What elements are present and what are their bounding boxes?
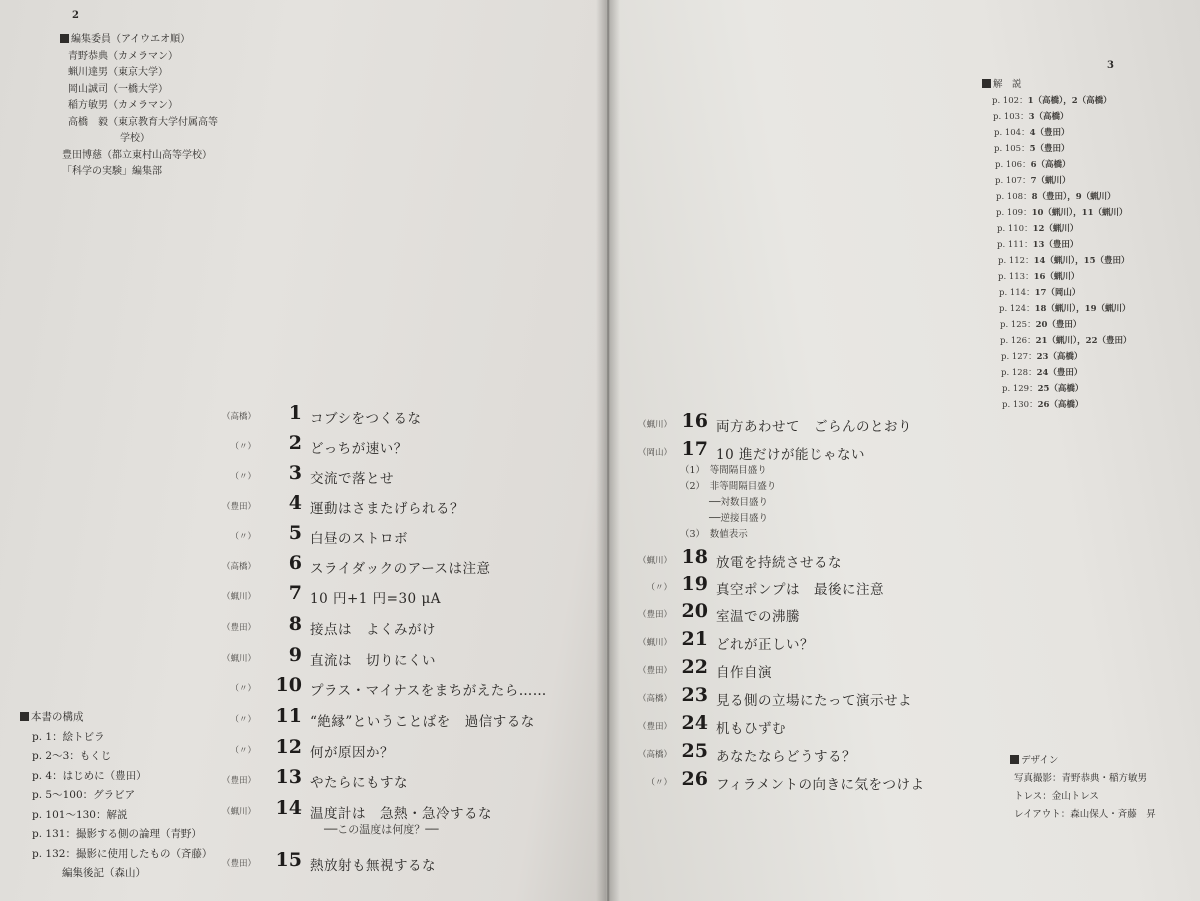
entry-number: 10 (275, 674, 302, 696)
entry-title: あなたならどうする？ (716, 749, 856, 765)
commentary-heading-text: 解 説 (982, 79, 1022, 90)
entry-author: （豊田） (637, 722, 672, 732)
entry-number: 7 (288, 582, 302, 604)
commentary-ref: 1（高橋），2（高橋） (1027, 96, 1112, 106)
commentary-page: p. 102： (992, 96, 1028, 106)
entry-author: （豊田） (637, 610, 672, 620)
entry-title: 室温での沸騰 (716, 609, 800, 625)
left-page-number: 2 (72, 10, 79, 21)
commentary-ref: 7（蝋川） (1030, 176, 1071, 186)
commentary-ref: 18（蝋川），19（蝋川） (1034, 304, 1131, 314)
commentary-item (996, 206, 1128, 218)
commentary-page: p. 127： (1001, 352, 1037, 362)
commentary-page: p. 114： (999, 288, 1035, 298)
entry-author: （高橋） (637, 694, 672, 704)
entry-number: 24 (681, 712, 708, 734)
commentary-page: p. 126： (1000, 336, 1036, 346)
commentary-page: p. 111： (997, 240, 1033, 250)
commentary-heading (982, 76, 1022, 90)
entry-number: 13 (275, 766, 302, 788)
entry-title: 放電を持続させるな (716, 555, 842, 571)
entry-author: （蝋川） (221, 654, 256, 664)
entry-number: 3 (288, 462, 302, 484)
entry17-subitem: ──対数目盛り (709, 497, 768, 508)
commentary-item (1000, 318, 1081, 330)
entry-title: プラス・マイナスをまちがえたら…… (310, 683, 547, 699)
commentary-page: p. 103： (993, 112, 1029, 122)
structure-heading: 本書の構成 (20, 708, 212, 728)
entry-title: 何が原因か？ (310, 745, 394, 761)
design-item: 写真撮影：青野恭典・稲方敏男 (1014, 773, 1148, 784)
commentary-ref: 3（高橋） (1028, 112, 1069, 122)
entry-author: （蝋川） (221, 592, 256, 602)
entry-number: 18 (681, 546, 708, 568)
commentary-item (993, 110, 1069, 122)
entry-number: 11 (275, 705, 302, 727)
entry-number: 20 (681, 600, 708, 622)
commentary-ref: 16（蝋川） (1033, 272, 1080, 282)
structure-item: p. 5〜100：グラビア (32, 789, 136, 801)
entry17-subitem: （1） 等間隔目盛り (680, 465, 767, 476)
entry-author: （豊田） (637, 666, 672, 676)
entry-title: どっちが速い？ (310, 441, 408, 457)
commentary-ref: 24（豊田） (1036, 368, 1083, 378)
structure-item: p. 131：撮影する側の論理（青野） (32, 828, 202, 840)
commentary-page: p. 107： (995, 176, 1031, 186)
commentary-ref: 12（蝋川） (1032, 224, 1079, 234)
book-gutter (596, 0, 620, 901)
entry-author: （岡山） (637, 448, 672, 458)
commentary-item (1001, 350, 1082, 362)
entry-author: （〃） (230, 532, 256, 542)
entry-number: 16 (681, 410, 708, 432)
entry-title: 交流で落とせ (310, 471, 394, 487)
commentary-page: p. 109： (996, 208, 1032, 218)
editors-heading: 編集委員（アイウエオ順） (60, 32, 218, 49)
right-page-number: 3 (1107, 60, 1114, 71)
structure-block (20, 708, 212, 884)
entry-author: （〃） (646, 778, 672, 788)
commentary-page: p. 124： (999, 304, 1035, 314)
commentary-page: p. 130： (1002, 400, 1038, 410)
commentary-page: p. 106： (995, 160, 1031, 170)
editor-member: 蝋川達男（東京大学） (68, 67, 168, 78)
entry-number: 23 (681, 684, 708, 706)
commentary-ref: 10（蝋川），11（蝋川） (1031, 208, 1128, 218)
entry-number: 19 (681, 573, 708, 595)
entry-number: 1 (288, 402, 302, 424)
commentary-item (995, 174, 1071, 186)
entry-title: 温度計は 急熱・急冷するな (310, 806, 492, 822)
commentary-ref: 17（岡山） (1034, 288, 1081, 298)
editor-member: 豊田博慈（都立東村山高等学校） (62, 149, 212, 161)
entry17-subitem: （3） 数値表示 (680, 529, 748, 540)
entry-author: （蝋川） (637, 420, 672, 430)
commentary-ref: 5（豊田） (1029, 144, 1070, 154)
entry-title: 運動はさまたげられる？ (310, 501, 464, 517)
entry-number: 9 (288, 644, 302, 666)
structure-item: p. 132：撮影に使用したもの（斉藤） (32, 847, 213, 860)
commentary-item (1002, 398, 1083, 410)
editor-member: 学校） (120, 133, 150, 144)
entry-author: （豊田） (221, 502, 256, 512)
structure-item: p. 1：絵トビラ (32, 730, 105, 743)
commentary-item (999, 302, 1131, 314)
commentary-item (997, 222, 1078, 234)
structure-item: 編集後記（森山） (62, 867, 146, 879)
entry-title: 接点は よくみがけ (310, 622, 436, 638)
entry-title: 10 進だけが能じゃない (716, 447, 865, 463)
commentary-page: p. 104： (994, 128, 1030, 138)
entry-author: （〃） (230, 715, 256, 725)
commentary-ref: 23（高橋） (1036, 352, 1083, 362)
entry-number: 15 (275, 849, 302, 871)
entry-title: どれが正しい？ (716, 637, 814, 653)
commentary-item (997, 238, 1078, 250)
commentary-ref: 20（豊田） (1035, 320, 1082, 330)
commentary-page: p. 110： (997, 224, 1033, 234)
entry-title: 10 円+1 円=30 μA (310, 591, 441, 607)
entry-number: 26 (681, 768, 708, 790)
design-block (1010, 752, 1156, 824)
entry-author: （〃） (230, 684, 256, 694)
entry17-subitem: ──逆接目盛り (709, 513, 768, 524)
entry-number: 2 (288, 432, 302, 454)
entry-title: 白昼のストロボ (310, 531, 408, 547)
entry-subtitle: ──この温度は何度？── (324, 823, 439, 836)
design-item: トレス：金山トレス (1014, 791, 1099, 802)
structure-item: p. 101〜130：解説 (32, 808, 128, 821)
entry-number: 17 (681, 438, 708, 460)
entry-author: （蝋川） (637, 556, 672, 566)
commentary-item (998, 254, 1130, 266)
entry-title: 両方あわせて ごらんのとおり (716, 419, 912, 435)
entry-number: 8 (288, 613, 302, 635)
commentary-page: p. 113： (998, 272, 1034, 282)
commentary-page: p. 125： (1000, 320, 1036, 330)
entry-author: （豊田） (221, 623, 256, 633)
commentary-page: p. 112： (998, 256, 1034, 266)
editors-block (60, 32, 218, 181)
entry17-subitem: （2） 非等間隔目盛り (680, 481, 777, 492)
entry-author: （〃） (230, 472, 256, 482)
commentary-item (1000, 334, 1132, 346)
entry-title: 机もひずむ (716, 721, 786, 737)
commentary-ref: 21（蝋川），22（豊田） (1035, 336, 1132, 346)
editor-member: 「科学の実験」編集部 (62, 166, 162, 177)
structure-item: p. 2〜3：もくじ (32, 750, 112, 762)
commentary-page: p. 129： (1002, 384, 1038, 394)
design-item: レイアウト：森山保人・斉藤 昇 (1014, 809, 1156, 820)
entry-author: （〃） (646, 583, 672, 593)
commentary-item (994, 142, 1070, 154)
entry-title: 自作自演 (716, 665, 772, 681)
commentary-ref: 26（高橋） (1037, 400, 1084, 410)
commentary-ref: 6（高橋） (1030, 160, 1071, 170)
commentary-item (999, 286, 1080, 298)
entry-title: 見る側の立場にたって演示せよ (716, 693, 912, 709)
entry-number: 25 (681, 740, 708, 762)
commentary-ref: 25（高橋） (1037, 384, 1084, 394)
commentary-ref: 8（豊田），9（蝋川） (1031, 192, 1116, 202)
commentary-ref: 4（豊田） (1029, 128, 1070, 138)
commentary-item (994, 126, 1070, 138)
commentary-item (995, 158, 1071, 170)
entry-author: （〃） (230, 442, 256, 452)
entry-number: 4 (288, 492, 302, 514)
commentary-page: p. 128： (1001, 368, 1037, 378)
entry-author: （高橋） (221, 562, 256, 572)
commentary-item (998, 270, 1079, 282)
structure-item: p. 4：はじめに（豊田） (32, 769, 147, 782)
entry-title: 熱放射も無視するな (310, 858, 436, 874)
commentary-item (996, 190, 1116, 202)
entry-author: （〃） (230, 746, 256, 756)
commentary-page: p. 105： (994, 144, 1030, 154)
entry-title: コブシをつくるな (310, 411, 422, 427)
entry-number: 12 (275, 736, 302, 758)
entry-author: （高橋） (221, 412, 256, 422)
commentary-ref: 13（豊田） (1032, 240, 1079, 250)
entry-author: （蝋川） (637, 638, 672, 648)
entry-number: 22 (681, 656, 708, 678)
entry-number: 21 (681, 628, 708, 650)
editor-member: 高橋 毅（東京教育大学付属高等 (68, 116, 218, 128)
entry-title: “絶縁”ということばを 過信するな (310, 714, 535, 730)
commentary-ref: 14（蝋川），15（豊田） (1033, 256, 1130, 266)
entry-number: 5 (288, 522, 302, 544)
entry-title: やたらにもすな (310, 775, 408, 791)
editor-member: 稲方敏男（カメラマン） (68, 100, 178, 111)
commentary-page: p. 108： (996, 192, 1032, 202)
entry-author: （豊田） (221, 776, 256, 786)
commentary-item (1002, 382, 1083, 394)
entry-number: 6 (288, 552, 302, 574)
commentary-item (992, 94, 1112, 106)
commentary-item (1001, 366, 1082, 378)
editor-member: 青野恭典（カメラマン） (68, 50, 178, 62)
entry-author: （高橋） (637, 750, 672, 760)
design-heading: デザイン (1010, 752, 1156, 770)
entry-title: フィラメントの向きに気をつけよ (716, 777, 925, 793)
editor-member: 岡山誠司（一橋大学） (68, 83, 168, 95)
entry-author: （蝋川） (221, 807, 256, 817)
entry-title: 直流は 切りにくい (310, 653, 436, 669)
entry-title: 真空ポンプは 最後に注意 (716, 582, 884, 598)
entry-author: （豊田） (221, 859, 256, 869)
entry-number: 14 (275, 797, 302, 819)
entry-title: スライダックのアースは注意 (310, 561, 491, 577)
